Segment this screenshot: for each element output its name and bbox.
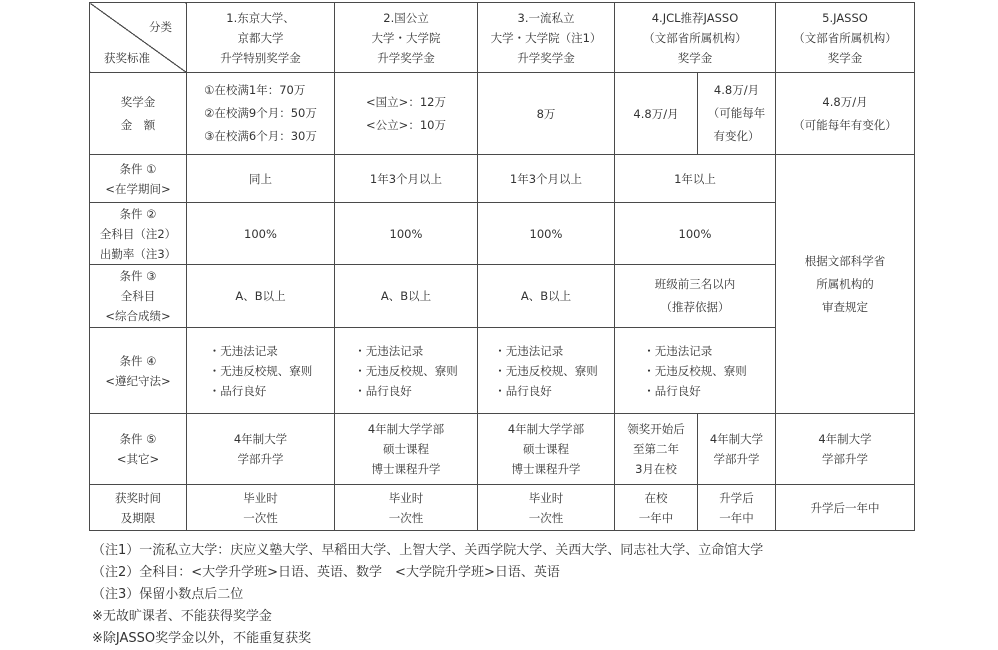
condition-5-cell-5 bbox=[776, 414, 915, 485]
cell-text: A、B以上 bbox=[235, 289, 286, 303]
list-item: ・无违法记录 bbox=[643, 343, 713, 358]
condition-5-row bbox=[90, 414, 915, 485]
amount-text: ③在校满6个月：30万 bbox=[204, 129, 317, 143]
amount-row bbox=[90, 73, 915, 155]
header-text: 4.JCL推荐JASSO bbox=[651, 10, 739, 25]
cell-text: 一年中 bbox=[719, 510, 754, 525]
note-2: （注2）全科目：<大学升学班>日语、英语、数学 <大学院升学班>日语、英语 bbox=[92, 565, 560, 580]
amount-text: <国立>：12万 bbox=[366, 94, 446, 109]
amount-text: <公立>：10万 bbox=[366, 117, 446, 132]
header-col-2 bbox=[335, 3, 478, 73]
scholarship-table bbox=[89, 2, 915, 531]
amount-cell-3 bbox=[478, 73, 615, 155]
cell-text: 博士课程升学 bbox=[371, 462, 441, 476]
amount-text: ②在校满9个月：50万 bbox=[204, 106, 317, 120]
list-item: ・无违法记录 bbox=[208, 343, 278, 358]
condition-2-cell-4 bbox=[615, 203, 776, 265]
period-label-cell bbox=[90, 485, 187, 531]
corner-category-label: 分类 bbox=[149, 20, 172, 34]
condition-3-cell-1 bbox=[187, 265, 335, 328]
header-text: 5.JASSO bbox=[822, 10, 868, 25]
period-cell-3 bbox=[478, 485, 615, 531]
cell-text: A、B以上 bbox=[520, 289, 572, 303]
cell-text: 100% bbox=[678, 226, 712, 241]
condition-5-cell-4b bbox=[698, 414, 776, 485]
cell-text: 班级前三名以内 bbox=[654, 277, 736, 291]
cell-text: 博士课程升学 bbox=[511, 462, 581, 476]
condition-4-cell-1 bbox=[187, 328, 335, 414]
row-label: 获奖时间 bbox=[115, 490, 161, 505]
amount-text: 4.8万/月 bbox=[822, 94, 868, 109]
list-item: ・品行良好 bbox=[354, 383, 412, 398]
cell-text: 同上 bbox=[249, 171, 272, 186]
cell-text: 4年制大学 bbox=[233, 432, 288, 446]
header-col-3 bbox=[478, 3, 615, 73]
period-cell-2 bbox=[335, 485, 478, 531]
cell-text: 一次性 bbox=[388, 510, 424, 525]
condition-2-label-cell bbox=[90, 203, 187, 265]
cell-text: 一年中 bbox=[638, 510, 674, 525]
cell-text: 4年制大学学部 bbox=[507, 422, 585, 436]
note-1: （注1）一流私立大学：庆应义塾大学、早稻田大学、上智大学、关西学院大学、关西大学、同志社大学、立命馆大学 bbox=[92, 543, 764, 558]
cell-text: 100% bbox=[244, 226, 277, 241]
cell-text: 4年制大学 bbox=[818, 432, 872, 446]
condition-2-cell-1 bbox=[187, 203, 335, 265]
row-label: 及期限 bbox=[120, 510, 156, 525]
amount-text: （可能每年有变化） bbox=[793, 117, 897, 132]
cell-text: 100% bbox=[529, 226, 563, 241]
amount-cell-4a bbox=[615, 73, 698, 155]
row-label: 条件 ③ bbox=[119, 269, 157, 283]
row-label: 金 额 bbox=[120, 117, 156, 132]
list-item: ・无违反校规、寮则 bbox=[208, 363, 313, 378]
condition-4-cell-2 bbox=[335, 328, 478, 414]
period-cell-5 bbox=[776, 485, 915, 531]
condition-1-cell-1 bbox=[187, 155, 335, 203]
note-4: ※无故旷课者、不能获得奖学金 bbox=[92, 609, 272, 624]
period-cell-4a bbox=[615, 485, 698, 531]
note-5: ※除JASSO奖学金以外，不能重复获奖 bbox=[92, 631, 312, 646]
period-row bbox=[90, 485, 915, 531]
cell-text: 1年以上 bbox=[674, 171, 716, 186]
header-col-5 bbox=[776, 3, 915, 73]
list-item: ・无违反校规、寮则 bbox=[494, 363, 598, 378]
header-text: （文部省所属机构） bbox=[793, 30, 897, 45]
condition-3-cell-2 bbox=[335, 265, 478, 328]
amount-text: 8万 bbox=[536, 106, 556, 121]
cell-text: 毕业时 bbox=[243, 490, 278, 505]
condition-1-cell-2 bbox=[335, 155, 478, 203]
condition-4-label-cell bbox=[90, 328, 187, 414]
cell-text: 硕士课程 bbox=[523, 442, 569, 456]
header-text: 升学奖学金 bbox=[377, 50, 435, 65]
header-text: 奖学金 bbox=[677, 50, 713, 65]
header-text: 京都大学 bbox=[237, 30, 284, 45]
amount-cell-4b bbox=[698, 73, 776, 155]
amount-cell-5 bbox=[776, 73, 915, 155]
header-text: 升学奖学金 bbox=[517, 50, 575, 65]
header-text: （文部省所属机构） bbox=[643, 30, 747, 45]
row-label: 出勤率（注3） bbox=[99, 246, 177, 261]
cell-text: 1年3个月以上 bbox=[509, 171, 583, 186]
cell-text: 审查规定 bbox=[822, 299, 868, 314]
header-text: 大学・大学院（注1） bbox=[490, 30, 602, 45]
cell-text: （推荐依据） bbox=[660, 300, 730, 314]
row-label: <综合成绩> bbox=[105, 309, 171, 323]
condition-3-label-cell bbox=[90, 265, 187, 328]
header-text: 大学・大学院 bbox=[371, 30, 441, 45]
jasso-review-cell bbox=[776, 155, 915, 414]
condition-1-row bbox=[90, 155, 915, 203]
condition-1-cell-3 bbox=[478, 155, 615, 203]
condition-5-cell-1 bbox=[187, 414, 335, 485]
cell-text: 升学后一年中 bbox=[810, 500, 880, 515]
condition-1-cell-4 bbox=[615, 155, 776, 203]
cell-text: 1年3个月以上 bbox=[369, 171, 443, 186]
amount-text: 4.8万/月 bbox=[713, 83, 760, 97]
amount-text: 有变化） bbox=[713, 129, 760, 143]
header-col-4 bbox=[615, 3, 776, 73]
header-text: 奖学金 bbox=[827, 50, 863, 65]
cell-text: 一次性 bbox=[528, 510, 564, 525]
list-item: ・无违反校规、寮则 bbox=[354, 363, 458, 378]
cell-text: 学部升学 bbox=[713, 452, 760, 466]
condition-3-cell-4 bbox=[615, 265, 776, 328]
row-label: 全科目（注2） bbox=[99, 226, 177, 241]
row-label: 条件 ④ bbox=[119, 353, 157, 368]
cell-text: 至第二年 bbox=[633, 442, 679, 456]
cell-text: 毕业时 bbox=[388, 490, 424, 505]
condition-2-cell-2 bbox=[335, 203, 478, 265]
condition-1-label-cell bbox=[90, 155, 187, 203]
condition-3-cell-3 bbox=[478, 265, 615, 328]
amount-cell-2 bbox=[335, 73, 478, 155]
cell-text: 学部升学 bbox=[237, 452, 284, 466]
condition-5-label-cell bbox=[90, 414, 187, 485]
condition-5-cell-3 bbox=[478, 414, 615, 485]
cell-text: 一次性 bbox=[243, 510, 278, 525]
header-corner-cell bbox=[90, 3, 187, 73]
footnotes bbox=[92, 540, 763, 650]
row-label: 全科目 bbox=[120, 289, 156, 303]
condition-5-cell-4a bbox=[615, 414, 698, 485]
amount-text: ①在校满1年：70万 bbox=[204, 83, 306, 97]
header-text: 3.一流私立 bbox=[517, 10, 575, 25]
cell-text: 在校 bbox=[644, 490, 668, 505]
header-col-1 bbox=[187, 3, 335, 73]
cell-text: A、B以上 bbox=[380, 289, 432, 303]
cell-text: 硕士课程 bbox=[383, 442, 429, 456]
row-label: <在学期间> bbox=[105, 181, 171, 196]
cell-text: 所属机构的 bbox=[816, 276, 874, 291]
list-item: ・品行良好 bbox=[208, 383, 267, 398]
row-label: <其它> bbox=[116, 452, 160, 466]
row-label: 条件 ⑤ bbox=[119, 432, 157, 446]
row-label: 奖学金 bbox=[120, 94, 156, 109]
row-label: 条件 ① bbox=[119, 161, 157, 176]
condition-4-cell-3 bbox=[478, 328, 615, 414]
header-text: 2.国公立 bbox=[383, 10, 429, 25]
amount-label-cell bbox=[90, 73, 187, 155]
row-label: <遵纪守法> bbox=[105, 373, 171, 388]
cell-text: 根据文部科学省 bbox=[804, 253, 886, 268]
period-cell-1 bbox=[187, 485, 335, 531]
header-text: 1.东京大学、 bbox=[226, 10, 295, 25]
cell-text: 领奖开始后 bbox=[627, 422, 685, 436]
header-row bbox=[90, 3, 915, 73]
cell-text: 3月在校 bbox=[635, 462, 677, 476]
header-text: 升学特别奖学金 bbox=[220, 50, 301, 65]
corner-criteria-label: 获奖标准 bbox=[104, 51, 150, 65]
cell-text: 4年制大学学部 bbox=[367, 422, 445, 436]
cell-text: 毕业时 bbox=[528, 490, 564, 505]
cell-text: 学部升学 bbox=[822, 452, 868, 466]
cell-text: 4年制大学 bbox=[709, 432, 764, 446]
condition-2-cell-3 bbox=[478, 203, 615, 265]
cell-text: 升学后 bbox=[719, 490, 754, 505]
cell-text: 100% bbox=[389, 226, 423, 241]
amount-text: （可能每年 bbox=[707, 106, 766, 120]
list-item: ・无违反校规、寮则 bbox=[643, 363, 747, 378]
list-item: ・品行良好 bbox=[494, 383, 552, 398]
condition-5-cell-2 bbox=[335, 414, 478, 485]
amount-text: 4.8万/月 bbox=[633, 106, 679, 121]
period-cell-4b bbox=[698, 485, 776, 531]
note-3: （注3）保留小数点后二位 bbox=[92, 587, 244, 602]
list-item: ・品行良好 bbox=[643, 383, 701, 398]
list-item: ・无违法记录 bbox=[354, 343, 424, 358]
list-item: ・无违法记录 bbox=[494, 343, 564, 358]
condition-4-cell-4 bbox=[615, 328, 776, 414]
amount-cell-1 bbox=[187, 73, 335, 155]
row-label: 条件 ② bbox=[119, 206, 157, 221]
